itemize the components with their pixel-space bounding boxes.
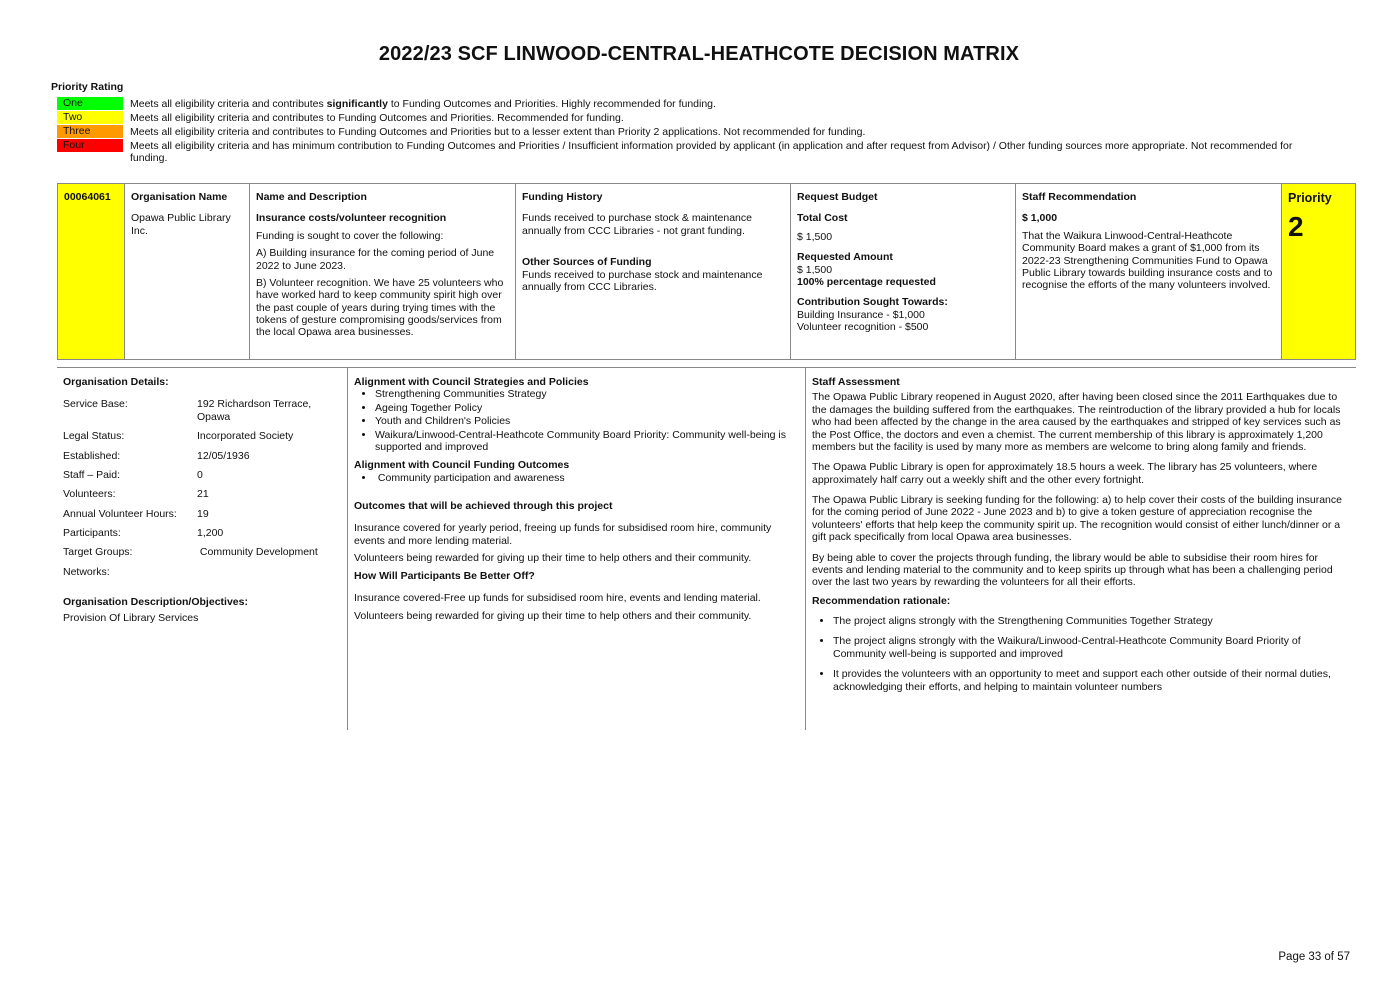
legend-row-one xyxy=(57,97,1317,110)
organisation-description-heading: Organisation Description/Objectives: xyxy=(63,596,248,609)
requested-amount-label: Requested Amount xyxy=(797,251,893,264)
detail-row: Participants: 1,200 xyxy=(63,527,224,539)
alignment-column xyxy=(348,368,806,730)
funding-outcomes-list xyxy=(354,472,799,484)
staff-recommendation-amount: $ 1,000 xyxy=(1022,212,1058,225)
other-sources-text: Funds received to purchase stock and maintenance annually from CCC Libraries. xyxy=(522,268,763,293)
list-item: • The project aligns strongly with the Strengthening Communities Together Strategy xyxy=(833,615,1350,627)
legend-row-two xyxy=(57,111,1317,124)
outcome-achieved: Volunteers being rewarded for giving up their time to help others and their community. xyxy=(354,552,752,565)
percentage-requested: 100% percentage requested xyxy=(797,275,936,288)
assessment-paragraph: The Opawa Public Library is seeking funding for the following: a) to help cover their costs of the building insurance for the coming period of June 2022 - June 2023 and b) to give a token gesture of appreciation recognise the volunteers' efforts that help keep the community spirit up. The recognition would consist of either lunch/dinner or a gift pack specifically from local Opawa area businesses. xyxy=(812,494,1342,544)
organisation-name-heading: Organisation Name xyxy=(131,191,228,203)
name-description-cell xyxy=(250,184,516,359)
organisation-name-cell xyxy=(125,184,250,359)
project-description-b: B) Volunteer recognition. We have 25 volunteers who have worked hard to keep community spirit high over the past couple of years during trying times with the tokens of gesture compromising goods/services from the local Opawa area businesses. xyxy=(256,276,504,339)
application-id: 00064061 xyxy=(64,191,111,203)
staff-assessment-column xyxy=(806,368,1356,730)
priority-swatch-four: Four xyxy=(57,139,123,152)
legend-text-one: Meets all eligibility criteria and contributes significantly to Funding Outcomes and Priorities. Highly recommended for funding. xyxy=(130,98,716,110)
outcomes-achieved-heading: Outcomes that will be achieved through this project xyxy=(354,500,613,512)
list-item: • Youth and Children's Policies xyxy=(375,415,799,427)
project-description-intro: Funding is sought to cover the following: xyxy=(256,229,444,242)
rationale-heading: Recommendation rationale: xyxy=(812,594,951,607)
participants-better-off: Volunteers being rewarded for giving up their time to help others and their community. xyxy=(354,610,752,623)
rationale-list xyxy=(812,615,1350,693)
staff-recommendation-cell xyxy=(1016,184,1282,359)
project-title: Insurance costs/volunteer recognition xyxy=(256,212,447,225)
total-cost-value: $ 1,500 xyxy=(797,230,833,243)
strategies-heading: Alignment with Council Strategies and Policies xyxy=(354,376,589,388)
request-budget-cell xyxy=(791,184,1016,359)
requested-amount-value: $ 1,500 xyxy=(797,263,833,276)
request-budget-heading: Request Budget xyxy=(797,191,878,203)
legend-text-four: Meets all eligibility criteria and has minimum contribution to Funding Outcomes and Priorities / Insufficient information provided by applicant (in application and after request from Advisor) / Other funding sources more appropriate. Not recommended for funding. xyxy=(130,140,1293,164)
organisation-details-column xyxy=(57,368,348,730)
page-title: 2022/23 SCF LINWOOD-CENTRAL-HEATHCOTE DECISION MATRIX xyxy=(378,43,1020,65)
list-item: • Ageing Together Policy xyxy=(375,402,799,414)
detail-row: Annual Volunteer Hours: 19 xyxy=(63,507,209,520)
application-id-cell xyxy=(58,184,125,359)
funding-history-text: Funds received to purchase stock & maintenance annually from CCC Libraries - not grant funding. xyxy=(522,212,752,237)
assessment-paragraph: The Opawa Public Library is open for approximately 18.5 hours a week. The library has 25 volunteers, where approximately half carry out a weekly shift and the other every fortnight. xyxy=(812,461,1318,486)
participants-better-off: Insurance covered-Free up funds for subsidised room hire, events and lending material. xyxy=(354,591,761,604)
funding-history-heading: Funding History xyxy=(522,191,603,203)
priority-swatch-three: Three xyxy=(57,125,123,138)
list-item: • Strengthening Communities Strategy xyxy=(375,388,799,400)
assessment-paragraph: By being able to cover the projects through funding, the library would be able to subsidise their room hires for events and lending material to the community and to keep spirits up through what has been a challenging period over the last two years by rewarding the volunteers for all their efforts. xyxy=(812,551,1333,589)
priority-value: 2 xyxy=(1288,210,1304,242)
detail-row: Legal Status: Incorporated Society xyxy=(63,430,294,443)
page-number: Page 33 of 57 xyxy=(1278,951,1350,963)
legend-row-three xyxy=(57,125,1317,138)
priority-rating-heading: Priority Rating xyxy=(51,81,124,93)
contribution-item: Building Insurance - $1,000 xyxy=(797,308,925,321)
outcome-achieved: Insurance covered for yearly period, freeing up funds for subsidised room hire, community events and more lending material. xyxy=(354,522,772,547)
contribution-label: Contribution Sought Towards: xyxy=(797,296,948,309)
organisation-details-heading: Organisation Details: xyxy=(63,376,169,388)
participants-better-off-heading: How Will Participants Be Better Off? xyxy=(354,569,535,582)
detail-row: Established: 12/05/1936 xyxy=(63,449,250,462)
funding-outcomes-heading: Alignment with Council Funding Outcomes xyxy=(354,459,570,472)
detail-row: Service Base: 192 Richardson Terrace, Opawa xyxy=(63,398,312,423)
detail-row: Staff – Paid: 0 xyxy=(63,468,203,481)
legend-row-four xyxy=(57,139,1317,164)
organisation-name: Opawa Public Library Inc. xyxy=(131,212,231,237)
list-item: • Waikura/Linwood-Central-Heathcote Community Board Priority: Community well-being is supported and improved xyxy=(375,429,799,454)
staff-assessment-heading: Staff Assessment xyxy=(812,376,900,388)
detail-row: Networks: xyxy=(63,565,110,578)
strategies-list xyxy=(354,388,799,453)
organisation-description: Provision Of Library Services xyxy=(63,611,199,624)
legend-text-three: Meets all eligibility criteria and contributes to Funding Outcomes and Priorities but to a lesser extent than Priority 2 applications. Not recommended for funding. xyxy=(130,126,866,138)
list-item: • The project aligns strongly with the Waikura/Linwood-Central-Heathcote Community Board Priority of Community well-being is supported and improved xyxy=(833,635,1350,660)
priority-swatch-one: One xyxy=(57,97,123,110)
contribution-item: Volunteer recognition - $500 xyxy=(797,321,929,333)
priority-heading: Priority xyxy=(1288,191,1332,205)
list-item: • It provides the volunteers with an opportunity to meet and support each other outside of their normal duties, acknowledging their efforts, and helping to maintain volunteer numbers xyxy=(833,668,1350,693)
legend-text-two: Meets all eligibility criteria and contributes to Funding Outcomes and Priorities. Recommended for funding. xyxy=(130,112,624,124)
funding-history-cell xyxy=(516,184,791,359)
staff-recommendation-heading: Staff Recommendation xyxy=(1022,191,1137,203)
list-item: • Community participation and awareness xyxy=(375,472,799,484)
application-summary-table xyxy=(57,183,1356,360)
staff-recommendation-text: That the Waikura Linwood-Central-Heathcote Community Board makes a grant of $1,000 from its 2022-23 Strengthening Communities Fund to Opawa Public Library towards building insurance costs and to recognise the efforts of the many volunteers involved. xyxy=(1022,229,1273,292)
name-description-heading: Name and Description xyxy=(256,191,367,203)
total-cost-label: Total Cost xyxy=(797,212,848,225)
detail-row: Volunteers: 21 xyxy=(63,488,209,501)
other-sources-heading: Other Sources of Funding xyxy=(522,256,652,269)
assessment-paragraph: The Opawa Public Library reopened in August 2020, after having been closed since the 2011 Earthquakes due to the damages the building suffered from the earthquakes. The reintroduction of the library provided a hub for locals who had been affected by the change in the area caused by the earthquakes and stripped of key services such as the Post Office, the doctors and even a chemist. The current membership of this library is approximately 1,200 members but the facility is used by many more as members are welcome to bring along family and friends. xyxy=(812,391,1341,453)
priority-cell xyxy=(1282,184,1355,359)
project-description-a: A) Building insurance for the coming period of June 2022 to June 2023. xyxy=(256,247,495,272)
priority-swatch-two: Two xyxy=(57,111,123,124)
detail-row: Target Groups: Community Development xyxy=(63,546,318,559)
details-section xyxy=(57,367,1356,730)
priority-legend xyxy=(57,97,1317,165)
